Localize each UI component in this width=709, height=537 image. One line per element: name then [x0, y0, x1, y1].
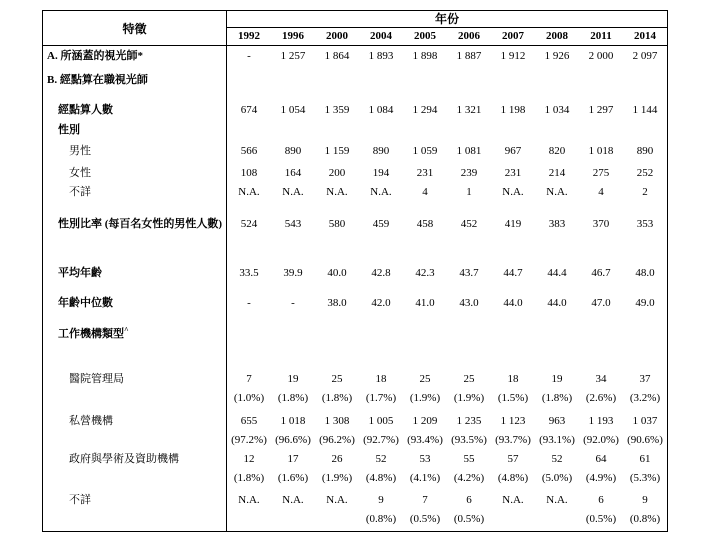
data-cell: 1: [466, 186, 472, 198]
percentage-cell: [491, 512, 535, 526]
percentage-cell: (0.8%): [629, 513, 661, 525]
data-cell: 1 297: [588, 104, 614, 116]
data-cell: 46.7: [591, 267, 611, 279]
data-cell: 12: [243, 453, 255, 465]
data-cell: -: [247, 50, 251, 62]
data-cell: 37: [639, 373, 651, 385]
table-row-covered-optometrists: [43, 49, 667, 63]
percentage-cell: (4.1%): [409, 472, 441, 484]
row-label: 不詳: [69, 494, 91, 506]
row-label: 性別比率 (每百名女性的男性人數): [58, 218, 223, 230]
data-cell: 231: [416, 167, 434, 179]
percentage-cell: (1.8%): [541, 392, 573, 404]
data-cell: 64: [595, 453, 607, 465]
percentage-cell: (5.3%): [629, 472, 661, 484]
data-cell: 40.0: [327, 267, 347, 279]
data-cell: 1 054: [280, 104, 306, 116]
row-label: 性別: [58, 124, 80, 136]
data-cell: 275: [592, 167, 610, 179]
table-row-govt-academic-subvented: [43, 452, 667, 485]
data-cell: 674: [240, 104, 258, 116]
table-row-enumerated-count: [43, 103, 667, 117]
percentage-cell: (4.8%): [365, 472, 397, 484]
year-column-header: 1996: [282, 30, 304, 42]
table-row-sex-ratio: [43, 217, 667, 231]
data-cell: 214: [548, 167, 566, 179]
percentage-cell: (0.5%): [409, 513, 441, 525]
row-label-spacer: [43, 471, 227, 485]
data-cell: 252: [636, 167, 654, 179]
data-cell: 49.0: [635, 297, 655, 309]
percentage-cell: [535, 512, 579, 526]
percentage-cell: (1.5%): [497, 392, 529, 404]
data-cell: 52: [551, 453, 563, 465]
data-cell: 1 084: [368, 104, 394, 116]
data-cell: 18: [375, 373, 387, 385]
data-cell: 52: [375, 453, 387, 465]
data-cell: 1 321: [456, 104, 482, 116]
data-cell: 452: [460, 218, 478, 230]
percentage-cell: (1.9%): [453, 392, 485, 404]
year-column-header: 2011: [590, 30, 612, 42]
percentage-cell: (93.4%): [407, 434, 443, 446]
data-cell: N.A.: [502, 494, 524, 506]
data-cell: N.A.: [282, 494, 304, 506]
data-cell: 34: [595, 373, 607, 385]
data-cell: 1 081: [456, 145, 482, 157]
data-cell: 1 294: [412, 104, 438, 116]
data-cell: 820: [548, 145, 566, 157]
year-column-header: 2008: [546, 30, 568, 42]
data-cell: 9: [378, 494, 384, 506]
percentage-cell: (93.7%): [495, 434, 531, 446]
year-column-header: 2014: [634, 30, 656, 42]
table-row-org-type-header: [43, 327, 667, 341]
data-cell: 61: [639, 453, 651, 465]
data-cell: 44.0: [503, 297, 523, 309]
data-cell: 1 123: [500, 415, 526, 427]
year-column-header: 1992: [238, 30, 260, 42]
data-cell: 42.0: [371, 297, 391, 309]
data-cell: 164: [284, 167, 302, 179]
data-cell: 1 059: [412, 145, 438, 157]
row-label: A. 所涵蓋的視光師*: [47, 50, 143, 62]
data-cell: 4: [422, 186, 428, 198]
row-label: 私營機構: [69, 415, 113, 427]
data-cell: 1 893: [368, 50, 394, 62]
data-cell: 543: [284, 218, 302, 230]
data-cell: 967: [504, 145, 522, 157]
year-header-group: [227, 11, 667, 45]
data-cell: 194: [372, 167, 390, 179]
data-cell: 524: [240, 218, 258, 230]
data-cell: -: [291, 297, 295, 309]
data-cell: 1 209: [412, 415, 438, 427]
data-cell: N.A.: [238, 494, 260, 506]
data-cell: N.A.: [326, 494, 348, 506]
row-label: 政府與學術及資助機構: [69, 453, 179, 465]
data-cell: 1 005: [368, 415, 394, 427]
percentage-cell: (5.0%): [541, 472, 573, 484]
data-cell: 53: [419, 453, 431, 465]
data-cell: 1 898: [412, 50, 438, 62]
column-header-characteristics: 特徵: [43, 11, 227, 45]
data-cell: 2: [642, 186, 648, 198]
data-cell: 459: [372, 218, 390, 230]
row-label: 年齡中位數: [58, 297, 113, 309]
data-cell: 7: [422, 494, 428, 506]
percentage-cell: (4.9%): [585, 472, 617, 484]
data-cell: 33.5: [239, 267, 259, 279]
data-cell: 4: [598, 186, 604, 198]
percentage-cell: (4.8%): [497, 472, 529, 484]
data-cell: 47.0: [591, 297, 611, 309]
percentage-cell: (0.5%): [585, 513, 617, 525]
percentage-cell: (3.2%): [629, 392, 661, 404]
table-row-male: [43, 144, 667, 158]
row-label: 不詳: [69, 186, 91, 198]
row-label: B. 經點算在職視光師: [47, 74, 148, 86]
percentage-cell: (1.8%): [233, 472, 265, 484]
data-cell: 1 037: [632, 415, 658, 427]
data-cell: 890: [636, 145, 654, 157]
percentage-cell: (4.2%): [453, 472, 485, 484]
percentage-cell: (92.7%): [363, 434, 399, 446]
data-cell: 48.0: [635, 267, 655, 279]
table-row-female: [43, 166, 667, 180]
year-column-header: 2006: [458, 30, 480, 42]
row-label-spacer: [43, 433, 227, 447]
data-cell: 580: [328, 218, 346, 230]
table-row-hospital-authority: [43, 372, 667, 405]
data-cell: 963: [548, 415, 566, 427]
table-row-median-age: [43, 296, 667, 310]
table-row-sex-header: [43, 123, 667, 137]
data-cell: N.A.: [546, 494, 568, 506]
footnote-marker: ^: [124, 325, 129, 335]
data-cell: 25: [331, 373, 343, 385]
data-cell: 6: [598, 494, 604, 506]
data-cell: 57: [507, 453, 519, 465]
data-cell: 383: [548, 218, 566, 230]
data-cell: 44.7: [503, 267, 523, 279]
percentage-cell: [271, 512, 315, 526]
table-row-private-sector: [43, 414, 667, 447]
data-cell: N.A.: [370, 186, 392, 198]
data-cell: 1 018: [588, 145, 614, 157]
data-cell: 6: [466, 494, 472, 506]
percentage-cell: (1.9%): [321, 472, 353, 484]
data-cell: 17: [287, 453, 299, 465]
year-column-header: 2004: [370, 30, 392, 42]
data-cell: 55: [463, 453, 475, 465]
year-column-header: 2005: [414, 30, 436, 42]
row-label: 工作機構類型^: [58, 325, 129, 340]
data-cell: 1 018: [280, 415, 306, 427]
table-row-enumerated-section: [43, 73, 667, 87]
data-cell: 26: [331, 453, 343, 465]
percentage-cell: (1.8%): [321, 392, 353, 404]
data-cell: 43.7: [459, 267, 479, 279]
data-cell: 1 193: [588, 415, 614, 427]
data-cell: 1 864: [324, 50, 350, 62]
percentage-cell: (1.0%): [233, 392, 265, 404]
data-cell: 1 308: [324, 415, 350, 427]
data-cell: N.A.: [238, 186, 260, 198]
data-cell: 2 000: [588, 50, 614, 62]
data-cell: 419: [504, 218, 522, 230]
data-cell: 19: [551, 373, 563, 385]
data-cell: 1 359: [324, 104, 350, 116]
data-cell: N.A.: [502, 186, 524, 198]
percentage-cell: (2.6%): [585, 392, 617, 404]
data-cell: N.A.: [282, 186, 304, 198]
data-cell: 353: [636, 218, 654, 230]
row-label: 男性: [69, 145, 91, 157]
year-header-row: [227, 28, 667, 45]
table-body: [43, 46, 667, 531]
data-cell: 1 926: [544, 50, 570, 62]
data-cell: 655: [240, 415, 258, 427]
percentage-cell: (1.6%): [277, 472, 309, 484]
row-label-spacer: [43, 512, 227, 526]
data-cell: 1 912: [500, 50, 526, 62]
data-cell: 25: [419, 373, 431, 385]
data-cell: 1 887: [456, 50, 482, 62]
percentage-cell: (0.8%): [365, 513, 397, 525]
data-cell: 200: [328, 167, 346, 179]
year-column-header: 2000: [326, 30, 348, 42]
percentage-cell: (1.9%): [409, 392, 441, 404]
percentage-cell: (93.5%): [451, 434, 487, 446]
data-cell: 19: [287, 373, 299, 385]
data-cell: 42.3: [415, 267, 435, 279]
table-row-org-unknown: [43, 493, 667, 526]
data-cell: N.A.: [546, 186, 568, 198]
percentage-cell: (1.7%): [365, 392, 397, 404]
year-column-header: 2007: [502, 30, 524, 42]
data-cell: 1 235: [456, 415, 482, 427]
data-cell: 566: [240, 145, 258, 157]
data-cell: 43.0: [459, 297, 479, 309]
data-cell: 1 144: [632, 104, 658, 116]
row-label-spacer: [43, 391, 227, 405]
data-cell: 41.0: [415, 297, 435, 309]
percentage-cell: (93.1%): [539, 434, 575, 446]
table-row-sex-unknown: [43, 185, 667, 199]
data-cell: 1 257: [280, 50, 306, 62]
row-label: 女性: [69, 167, 91, 179]
column-header-year: 年份: [227, 11, 667, 28]
data-cell: 239: [460, 167, 478, 179]
data-cell: 25: [463, 373, 475, 385]
percentage-cell: [227, 512, 271, 526]
data-cell: 1 034: [544, 104, 570, 116]
percentage-cell: (0.5%): [453, 513, 485, 525]
data-cell: 890: [372, 145, 390, 157]
data-cell: N.A.: [326, 186, 348, 198]
data-cell: 39.9: [283, 267, 303, 279]
table-header: [43, 11, 667, 46]
data-cell: 2 097: [632, 50, 658, 62]
row-label: 平均年齡: [58, 267, 102, 279]
percentage-cell: (1.8%): [277, 392, 309, 404]
data-cell: 890: [284, 145, 302, 157]
data-cell: 9: [642, 494, 648, 506]
data-cell: 1 159: [324, 145, 350, 157]
percentage-cell: (92.0%): [583, 434, 619, 446]
row-label: 經點算人數: [58, 104, 113, 116]
data-cell: 231: [504, 167, 522, 179]
data-cell: 370: [592, 218, 610, 230]
percentage-cell: (90.6%): [627, 434, 663, 446]
data-cell: 44.4: [547, 267, 567, 279]
percentage-cell: (97.2%): [231, 434, 267, 446]
data-cell: 108: [240, 167, 258, 179]
data-cell: 42.8: [371, 267, 391, 279]
percentage-cell: (96.2%): [319, 434, 355, 446]
data-cell: 18: [507, 373, 519, 385]
table-row-mean-age: [43, 266, 667, 280]
data-cell: 44.0: [547, 297, 567, 309]
data-cell: 1 198: [500, 104, 526, 116]
data-cell: 458: [416, 218, 434, 230]
data-cell: 38.0: [327, 297, 347, 309]
percentage-cell: [315, 512, 359, 526]
statistics-table: [42, 10, 668, 532]
data-cell: -: [247, 297, 251, 309]
percentage-cell: (96.6%): [275, 434, 311, 446]
row-label: 醫院管理局: [69, 373, 124, 385]
data-cell: 7: [246, 373, 252, 385]
